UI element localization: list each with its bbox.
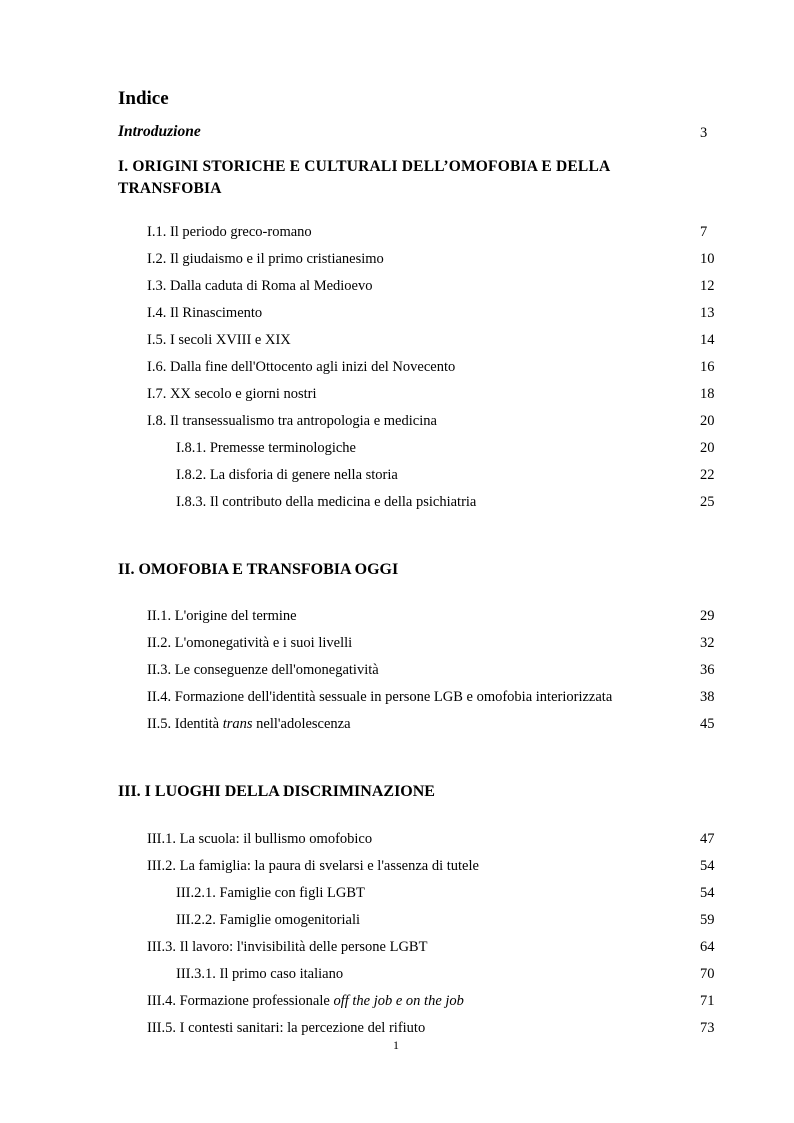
toc-entry: I.2. Il giudaismo e il primo cristianesimo [147, 251, 384, 267]
toc-subentry: III.2.2. Famiglie omogenitoriali [176, 912, 361, 928]
toc-entry: III.1. La scuola: il bullismo omofobico [147, 831, 373, 847]
toc-page-number: 18 [700, 386, 715, 402]
toc-page-number: 13 [700, 305, 715, 321]
page-footer-number: 1 [393, 1038, 399, 1052]
toc-page-number: 12 [700, 278, 715, 294]
toc-subentry: I.8.3. Il contributo della medicina e della psichiatria [176, 494, 477, 510]
toc-page-number: 38 [700, 689, 715, 705]
toc-page-number: 47 [700, 831, 715, 847]
toc-entry: III.5. I contesti sanitari: la percezione del rifiuto [147, 1020, 426, 1036]
toc-entry: III.3. Il lavoro: l'invisibilità delle persone LGBT [147, 939, 428, 955]
toc-page-number: 71 [700, 993, 715, 1009]
toc-page-number: 29 [700, 608, 715, 624]
toc-page-number: 20 [700, 413, 715, 429]
toc-entry: I.1. Il periodo greco-romano [147, 224, 312, 240]
toc-entry: I.7. XX secolo e giorni nostri [147, 386, 317, 402]
chapter-3-title: III. I LUOGHI DELLA DISCRIMINAZIONE [118, 783, 435, 800]
toc-entry: I.6. Dalla fine dell'Ottocento agli inizi del Novecento [147, 359, 456, 375]
toc-page-number: 3 [700, 125, 708, 141]
toc-entry: II.1. L'origine del termine [147, 608, 297, 624]
toc-entry: III.2. La famiglia: la paura di svelarsi e l'assenza di tutele [147, 858, 479, 874]
toc-entry: I.3. Dalla caduta di Roma al Medioevo [147, 278, 373, 294]
toc-page-number: 10 [700, 251, 715, 267]
toc-page-number: 7 [700, 224, 708, 240]
chapter-1-title: I. ORIGINI STORICHE E CULTURALI DELL’OMOFOBIA E DELLA TRANSFOBIA [118, 158, 610, 197]
toc-entry: III.4. Formazione professionale off the job e on the job [147, 993, 464, 1009]
toc-entry: I.8. Il transessualismo tra antropologia e medicina [147, 413, 437, 429]
toc-entry: I.5. I secoli XVIII e XIX [147, 332, 291, 348]
italic-term: trans [222, 716, 253, 732]
toc-entry: II.5. Identità trans nell'adolescenza [147, 716, 351, 732]
toc-subentry: I.8.1. Premesse terminologiche [176, 440, 356, 456]
toc-page-number: 54 [700, 858, 715, 874]
toc-entry: II.2. L'omonegatività e i suoi livelli [147, 635, 353, 651]
chapter-2-title: II. OMOFOBIA E TRANSFOBIA OGGI [118, 561, 399, 578]
toc-page-number: 73 [700, 1020, 715, 1036]
toc-entry: I.4. Il Rinascimento [147, 305, 263, 321]
toc-page-number: 70 [700, 966, 715, 982]
toc-page-number: 22 [700, 467, 715, 483]
toc-subentry: III.3.1. Il primo caso italiano [176, 966, 344, 982]
toc-page-number: 14 [700, 332, 715, 348]
toc-page-number: 36 [700, 662, 715, 678]
toc-page-number: 54 [700, 885, 715, 901]
toc-page-number: 25 [700, 494, 715, 510]
toc-page-number: 45 [700, 716, 715, 732]
toc-subentry: III.2.1. Famiglie con figli LGBT [176, 885, 365, 901]
toc-entry: II.4. Formazione dell'identità sessuale in persone LGB e omofobia interiorizzata [147, 689, 613, 705]
toc-subentry: I.8.2. La disforia di genere nella storia [176, 467, 398, 483]
toc-page-number: 59 [700, 912, 715, 928]
toc-entry-introduzione: Introduzione [118, 123, 201, 140]
toc-page-number: 32 [700, 635, 715, 651]
italic-term: off the job e on the job [333, 993, 464, 1009]
toc-page-number: 20 [700, 440, 715, 456]
toc-entry: II.3. Le conseguenze dell'omonegatività [147, 662, 379, 678]
toc-page-number: 64 [700, 939, 715, 955]
toc-heading: Indice [118, 88, 169, 109]
toc-page-number: 16 [700, 359, 715, 375]
